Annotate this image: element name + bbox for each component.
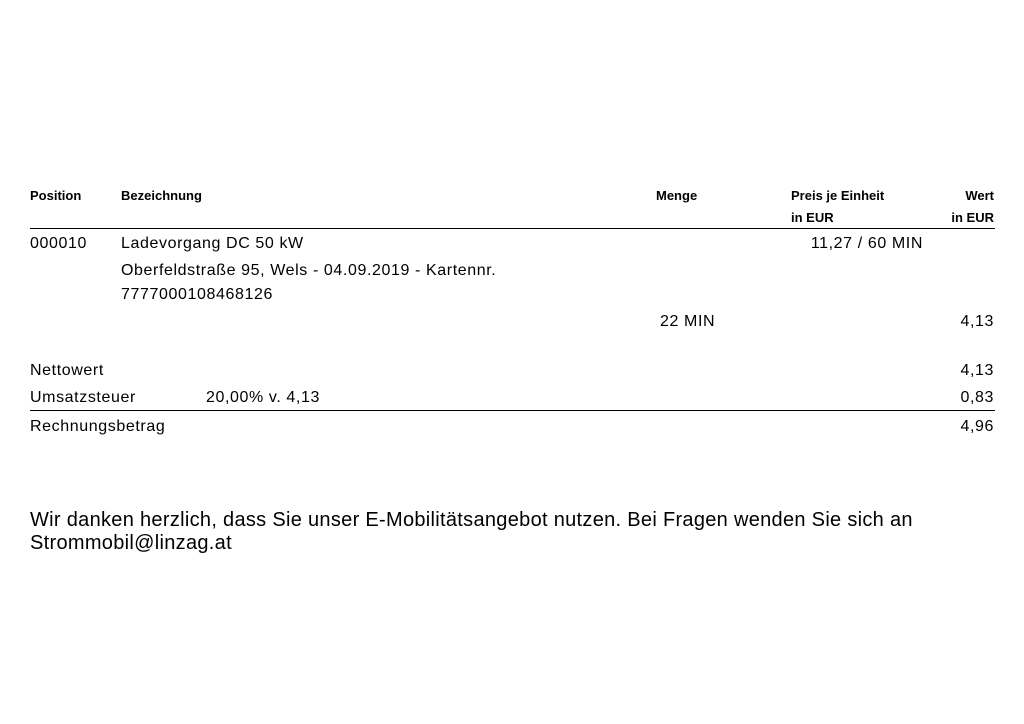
tax-value: 0,83: [960, 389, 994, 406]
gross-value: 4,96: [960, 418, 994, 435]
item-quantity: 22 MIN: [660, 313, 716, 330]
item-description: Ladevorgang DC 50 kW: [121, 235, 304, 252]
tax-label: Umsatzsteuer: [30, 389, 136, 406]
item-detail-location: Oberfeldstraße 95, Wels - 04.09.2019 - Kartennr.: [121, 262, 497, 279]
item-value: 4,13: [960, 313, 994, 330]
header-divider: [30, 228, 995, 229]
item-unit-price: 11,27 / 60 MIN: [810, 235, 923, 252]
column-header-unit-price-currency: in EUR: [791, 210, 834, 225]
column-header-value-currency: in EUR: [951, 210, 994, 225]
thank-you-note: Wir danken herzlich, dass Sie unser E-Mobilitätsangebot nutzen. Bei Fragen wenden Sie sich an Strommobil@linzag.at: [30, 509, 913, 554]
column-header-value: Wert: [965, 188, 994, 203]
item-detail-card-number: 7777000108468126: [121, 286, 273, 303]
gross-label: Rechnungsbetrag: [30, 418, 166, 435]
column-header-description: Bezeichnung: [121, 188, 202, 203]
column-header-quantity: Menge: [656, 188, 698, 203]
item-position: 000010: [30, 235, 87, 252]
tax-rate: 20,00% v. 4,13: [206, 389, 320, 406]
totals-divider: [30, 410, 995, 411]
net-label: Nettowert: [30, 362, 104, 379]
net-value: 4,13: [960, 362, 994, 379]
column-header-unit-price: Preis je Einheit: [791, 188, 885, 203]
column-header-position: Position: [30, 188, 82, 203]
